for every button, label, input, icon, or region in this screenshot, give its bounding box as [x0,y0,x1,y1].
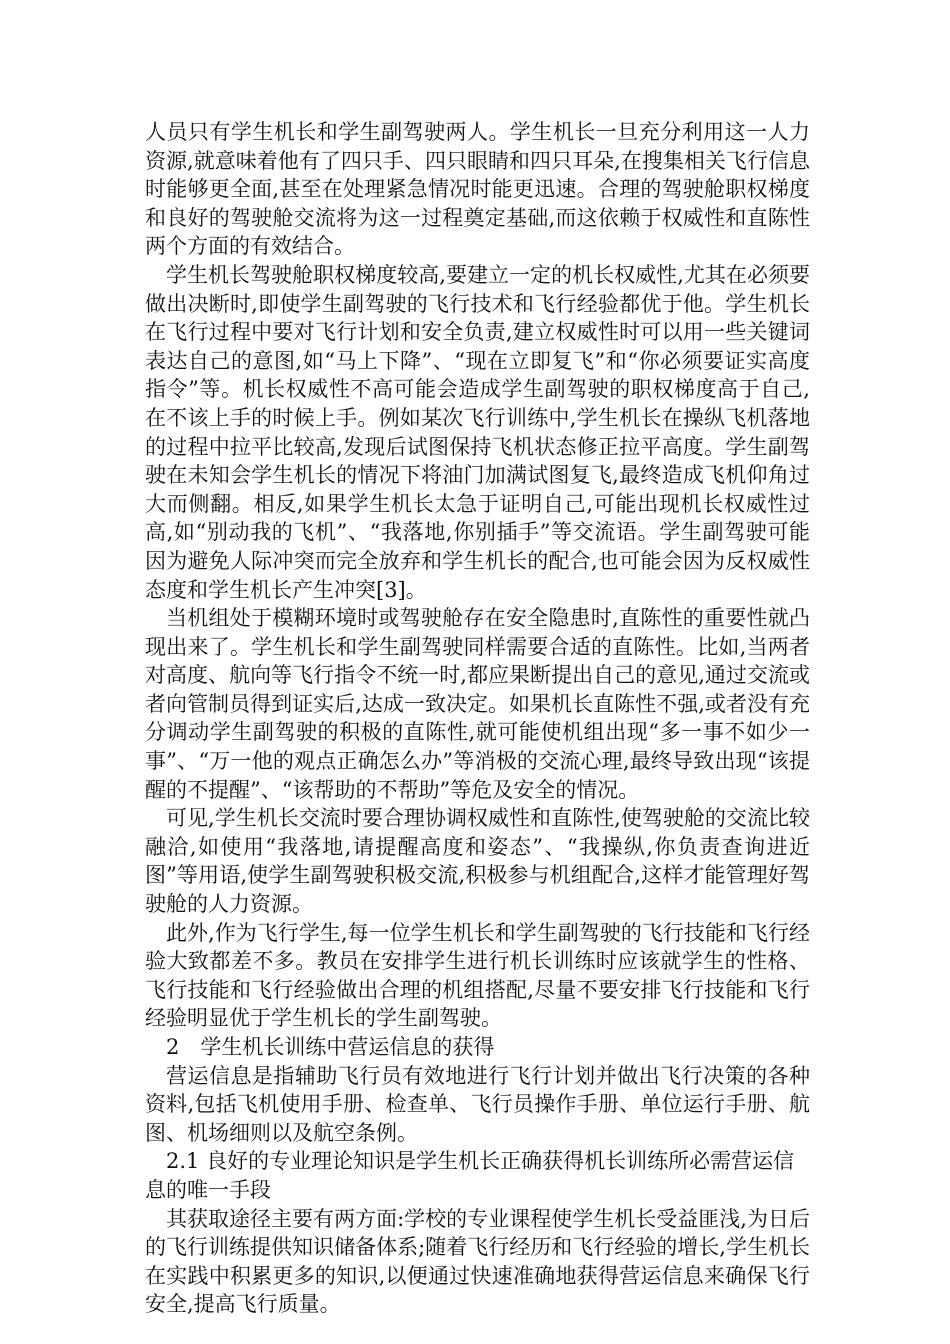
section-2-1-heading: 2.1 良好的专业理论知识是学生机长正确获得机长训练所必需营运信息的唯一手段 [145,1149,795,1202]
document-page [145,118,810,1319]
section-2-paragraph: 营运信息是指辅助飞行员有效地进行飞行计划并做出飞行决策的各种资料,包括飞机使用手册、检查单、飞行员操作手册、单位运行手册、航图、机场细则以及航空条例。 [145,1063,810,1145]
paragraph-authority: 学生机长驾驶舱职权梯度较高,要建立一定的机长权威性,尤其在必须要做出决断时,即使学生副驾驶的飞行技术和飞行经验都优于他。学生机长在飞行过程中要对飞行计划和安全负责,建立权威性时可以用一些关键词表达自己的意图,如“马上下降”、“现在立即复飞”和“你必须要证实高度指令”等。机长权威性不高可能会造成学生副驾驶的职权梯度高于自己,在不该上手的时候上手。例如某次飞行训练中,学生机长在操纵飞机落地的过程中拉平比较高,发现后试图保持飞机状态修正拉平高度。学生副驾驶在未知会学生机长的情况下将油门加满试图复飞,最终造成飞机仰角过大而侧翻。相反,如果学生机长太急于证明自己,可能出现机长权威性过高,如“别动我的飞机”、“我落地,你别插手”等交流语。学生副驾驶可能因为避免人际冲突而完全放弃和学生机长的配合,也可能会因为反权威性态度和学生机长产生冲突[3]。 [145,262,810,602]
section-2-1-paragraph: 其获取途径主要有两方面:学校的专业课程使学生机长受益匪浅,为日后的飞行训练提供知识储备体系;随着飞行经历和飞行经验的增长,学生机长在实践中积累更多的知识,以便通过快速准确地获得营运信息来确保飞行安全,提高飞行质量。 [145,1206,810,1317]
paragraph-continuation: 人员只有学生机长和学生副驾驶两人。学生机长一旦充分利用这一人力资源,就意味着他有了四只手、四只眼睛和四只耳朵,在搜集相关飞行信息时能够更全面,甚至在处理紧急情况时能更迅速。合理的驾驶舱职权梯度和良好的驾驶舱交流将为这一过程奠定基础,而这依赖于权威性和直陈性两个方面的有效结合。 [145,120,810,259]
paragraph-directness: 当机组处于模糊环境时或驾驶舱存在安全隐患时,直陈性的重要性就凸现出来了。学生机长和学生副驾驶同样需要合适的直陈性。比如,当两者对高度、航向等飞行指令不统一时,都应果断提出自己的意见,通过交流或者向管制员得到证实后,达成一致决定。如果机长直陈性不强,或者没有充分调动学生副驾驶的积极的直陈性,就可能使机组出现“多一事不如少一事”、“万一他的观点正确怎么办”等消极的交流心理,最终导致出现“该提醒的不提醒”、“该帮助的不帮助”等危及安全的情况。 [145,606,810,802]
paragraph-crew-pairing: 此外,作为飞行学生,每一位学生机长和学生副驾驶的飞行技能和飞行经验大致都差不多。教员在安排学生进行机长训练时应该就学生的性格、飞行技能和飞行经验做出合理的机组搭配,尽量不要安排飞行技能和飞行经验明显优于学生机长的学生副驾驶。 [145,920,810,1031]
paragraph-coordination: 可见,学生机长交流时要合理协调权威性和直陈性,使驾驶舱的交流比较融洽,如使用“我落地,请提醒高度和姿态”、“我操纵,你负责查询进近图”等用语,使学生副驾驶积极交流,积极参与机组配合,这样才能管理好驾驶舱的人力资源。 [145,806,810,917]
section-2-heading: 2 学生机长训练中营运信息的获得 [166,1035,495,1059]
